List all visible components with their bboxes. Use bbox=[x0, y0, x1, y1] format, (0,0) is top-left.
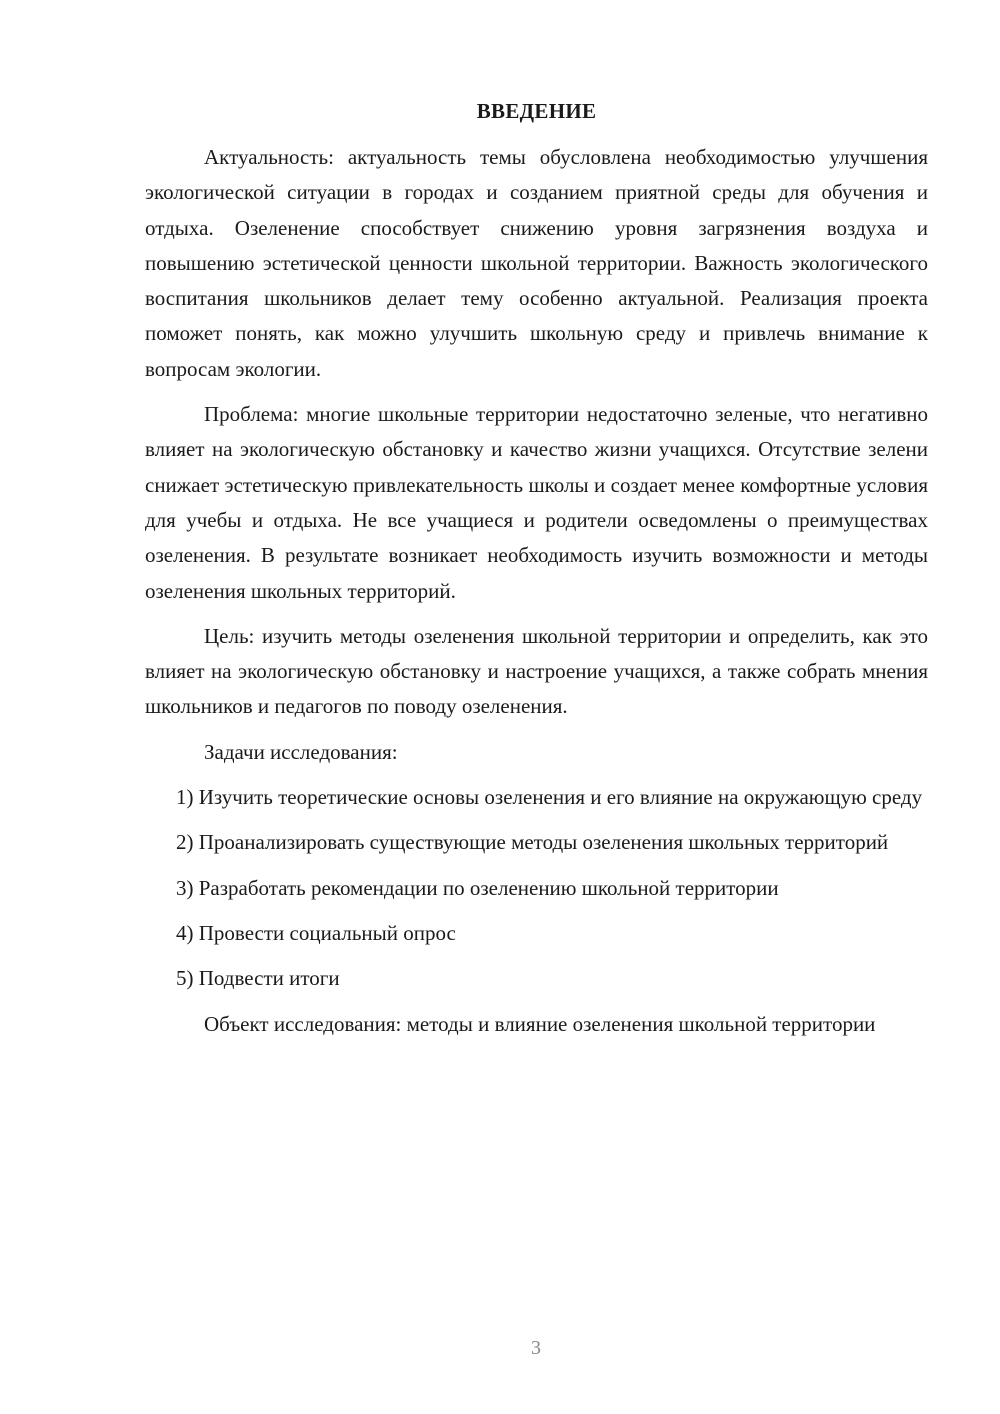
list-item: 1) Изучить теоретические основы озеленения и его влияние на окружающую среду bbox=[176, 785, 923, 810]
paragraph-goal: Цель: изучить методы озеленения школьной территории и определить, как это влияет на экологическую обстановку и настроение учащихся, а также собрать мнения школьников и педагогов по поводу озеленения. bbox=[145, 623, 928, 719]
page-title: ВВЕДЕНИЕ bbox=[476, 99, 597, 123]
paragraph-object: Объект исследования: методы и влияние озеленения школьной территории bbox=[204, 1011, 876, 1036]
paragraph-tasks-heading: Задачи исследования: bbox=[204, 739, 398, 764]
page-number: 3 bbox=[531, 1337, 541, 1359]
list-item: 3) Разработать рекомендации по озеленению школьной территории bbox=[176, 875, 779, 900]
list-item: 2) Проанализировать существующие методы озеленения школьных территорий bbox=[176, 830, 889, 855]
list-item: 4) Провести социальный опрос bbox=[176, 920, 456, 945]
list-item: 5) Подвести итоги bbox=[176, 966, 340, 991]
tasks-list bbox=[145, 780, 928, 996]
document-body bbox=[145, 140, 928, 1052]
paragraph-problem: Проблема: многие школьные территории недостаточно зеленые, что негативно влияет на экологическую обстановку и качество жизни учащихся. Отсутствие зелени снижает эстетическую привлекательность школы и создает менее комфортные условия для учебы и отдыха. Не все учащиеся и родители осведомлены о преимуществах озеленения. В результате возникает необходимость изучить возможности и методы озеленения школьных территорий. bbox=[145, 402, 928, 603]
paragraph-relevance: Актуальность: актуальность темы обусловлена необходимостью улучшения экологической ситуации в городах и созданием приятной среды для обучения и отдыха. Озеленение способствует снижению уровня загрязнения воздуха и повышению эстетической ценности школьной территории. Важность экологического воспитания школьников делает тему особенно актуальной. Реализация проекта поможет понять, как можно улучшить школьную среду и привлечь внимание к вопросам экологии. bbox=[145, 145, 928, 381]
